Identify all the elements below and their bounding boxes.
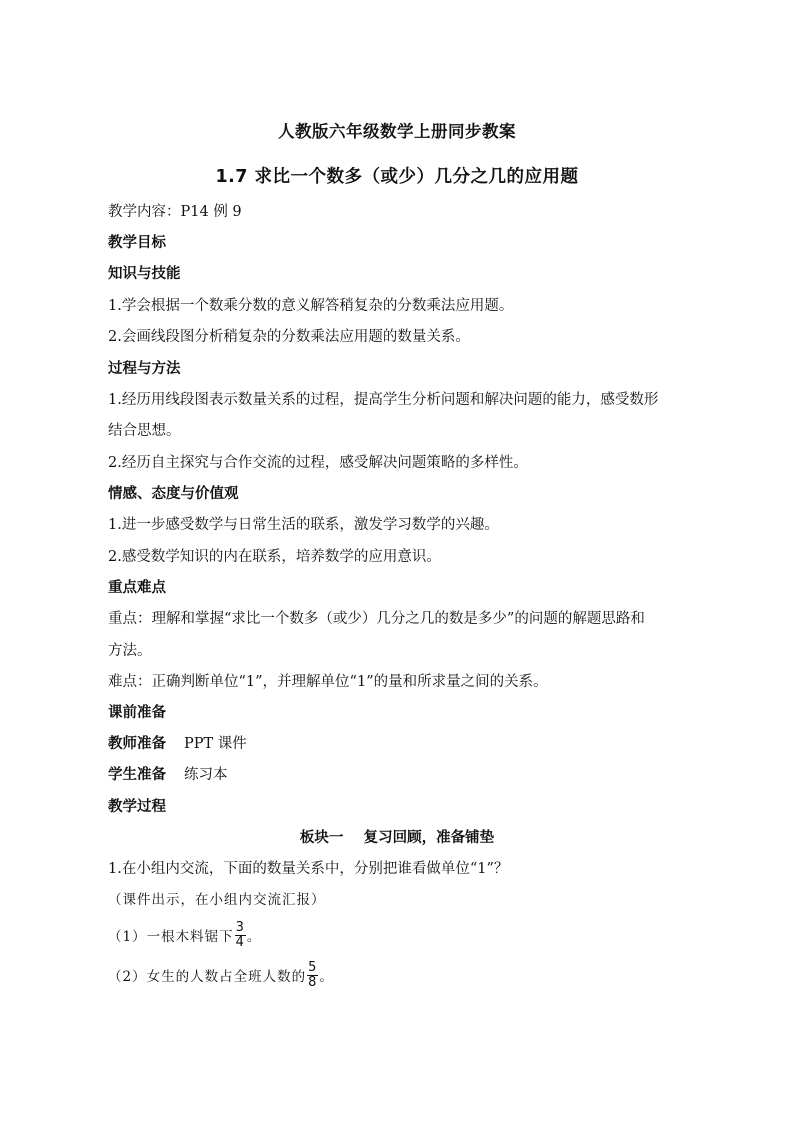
- emotion-item-1: 1.进一步感受数学与日常生活的联系，激发学习数学的兴趣。: [108, 517, 499, 533]
- item-2-end: 。: [319, 969, 334, 985]
- key-point: 重点：理解和掌握“求比一个数多（或少）几分之几的数是多少”的问题的解题思路和: [108, 611, 645, 627]
- student-prep-value: 练习本: [184, 767, 228, 783]
- question-1-note: （课件出示，在小组内交流汇报）: [108, 892, 326, 908]
- difficulty-point: 难点：正确判断单位“1”，并理解单位“1”的量和所求量之间的关系。: [108, 674, 548, 690]
- process-item-1: 1.经历用线段图表示数量关系的过程，提高学生分析问题和解决问题的能力，感受数形: [108, 392, 659, 408]
- item-1-text: （1）一根木料锯下: [108, 929, 234, 945]
- fraction-numerator: 5: [308, 960, 318, 975]
- emotion-heading: 情感、态度与价值观: [108, 486, 239, 502]
- teaching-content: 教学内容：P14 例 9: [108, 204, 242, 220]
- student-prep: [108, 764, 728, 786]
- fraction-denominator: 4: [235, 935, 245, 950]
- lesson-title: 1.7 求比一个数多（或少）几分之几的应用题: [215, 167, 579, 187]
- emotion-item-2: 2.感受数学知识的内在联系，培养数学的应用意识。: [108, 549, 441, 565]
- process-item-2: 2.经历自主探究与合作交流的过程，感受解决问题策略的多样性。: [108, 455, 528, 471]
- goals-heading: 教学目标: [108, 235, 166, 251]
- question-1: 1.在小组内交流，下面的数量关系中，分别把谁看做单位“1”？: [108, 861, 509, 877]
- document-title: 人教版六年级数学上册同步教案: [278, 122, 516, 141]
- student-prep-label: 学生准备: [108, 767, 166, 783]
- item-1: [108, 920, 728, 954]
- item-2-text: （2）女生的人数占全班人数的: [108, 969, 307, 985]
- process-item-1-cont: 结合思想。: [108, 423, 181, 439]
- process-section-heading: 教学过程: [108, 799, 166, 815]
- teacher-prep-value: PPT 课件: [184, 736, 247, 752]
- fraction-three-quarters: [235, 921, 246, 950]
- teacher-prep-label: 教师准备: [108, 736, 166, 752]
- fraction-numerator: 3: [235, 920, 245, 935]
- item-2: [108, 960, 728, 994]
- block-heading: 板块一 复习回顾，准备铺垫: [299, 830, 495, 846]
- item-1-end: 。: [246, 929, 262, 945]
- knowledge-heading: 知识与技能: [108, 266, 181, 282]
- process-heading: 过程与方法: [108, 361, 181, 377]
- fraction-five-eighths: [307, 961, 318, 990]
- key-heading: 重点难点: [108, 580, 166, 596]
- key-point-cont: 方法。: [108, 643, 152, 659]
- prep-heading: 课前准备: [108, 705, 166, 721]
- teacher-prep: [108, 733, 728, 755]
- fraction-denominator: 8: [308, 975, 318, 990]
- knowledge-item-1: 1.学会根据一个数乘分数的意义解答稍复杂的分数乘法应用题。: [108, 298, 514, 314]
- knowledge-item-2: 2.会画线段图分析稍复杂的分数乘法应用题的数量关系。: [108, 329, 470, 345]
